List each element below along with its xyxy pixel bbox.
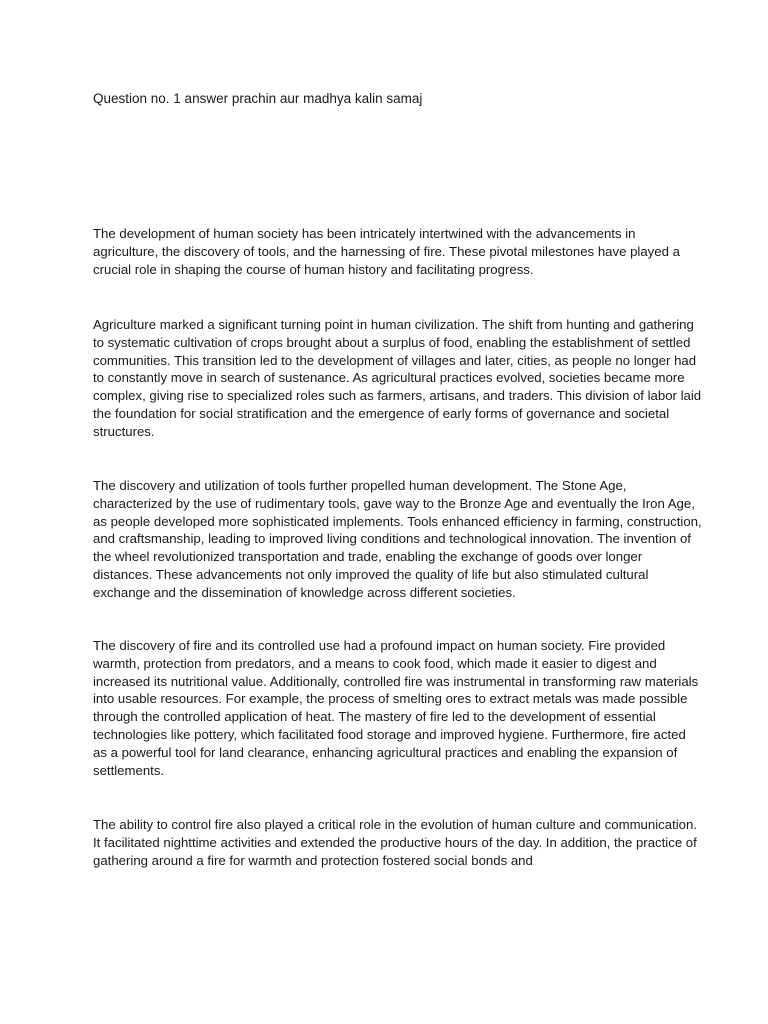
paragraph-fire: The discovery of fire and its controlled use had a profound impact on human society. Fire provided warmth, protection from predators, and a means to cook food, which made it easier to digest and increased its nutritional value. Additionally, controlled fire was instrumental in transforming raw materials into usable resources. For example, the process of smelting ores to extract metals was made possible through the controlled application of heat. The mastery of fire led to the development of essential technologies like pottery, which facilitated food storage and improved hygiene. Furthermore, fire acted as a powerful tool for land clearance, enhancing agricultural practices and enabling the expansion of settlements. — [93, 638, 699, 778]
paragraph-fire-culture: The ability to control fire also played a critical role in the evolution of human culture and communication. It facilitated nighttime activities and extended the productive hours of the day. In addition, the practice of gathering around a fire for warmth and protection fostered social bonds and — [93, 817, 698, 868]
paragraph-tools: The discovery and utilization of tools further propelled human development. The Stone Age, characterized by the use of rudimentary tools, gave way to the Bronze Age and eventually the Iron Age, as people developed more sophisticated implements. Tools enhanced efficiency in farming, construction, and craftsmanship, leading to improved living conditions and technological innovation. The invention of the wheel revolutionized transportation and trade, enabling the exchange of goods over longer distances. These advancements not only improved the quality of life but also stimulated cultural exchange and the dissemination of knowledge across different societies. — [93, 478, 702, 600]
question-heading: Question no. 1 answer prachin aur madhya kalin samaj — [93, 91, 423, 106]
paragraph-agriculture: Agriculture marked a significant turning point in human civilization. The shift from hunting and gathering to systematic cultivation of crops brought about a surplus of food, enabling the establishment of settled communities. This transition led to the development of villages and later, cities, as people no longer had to constantly move in search of sustenance. As agricultural practices evolved, societies became more complex, giving rise to specialized roles such as farmers, artisans, and traders. This division of labor laid the foundation for social stratification and the emergence of early forms of governance and societal structures. — [93, 317, 702, 439]
paragraph-introduction: The development of human society has been intricately intertwined with the advancements in agriculture, the discovery of tools, and the harnessing of fire. These pivotal milestones have played a crucial role in shaping the course of human history and facilitating progress. — [93, 226, 680, 277]
